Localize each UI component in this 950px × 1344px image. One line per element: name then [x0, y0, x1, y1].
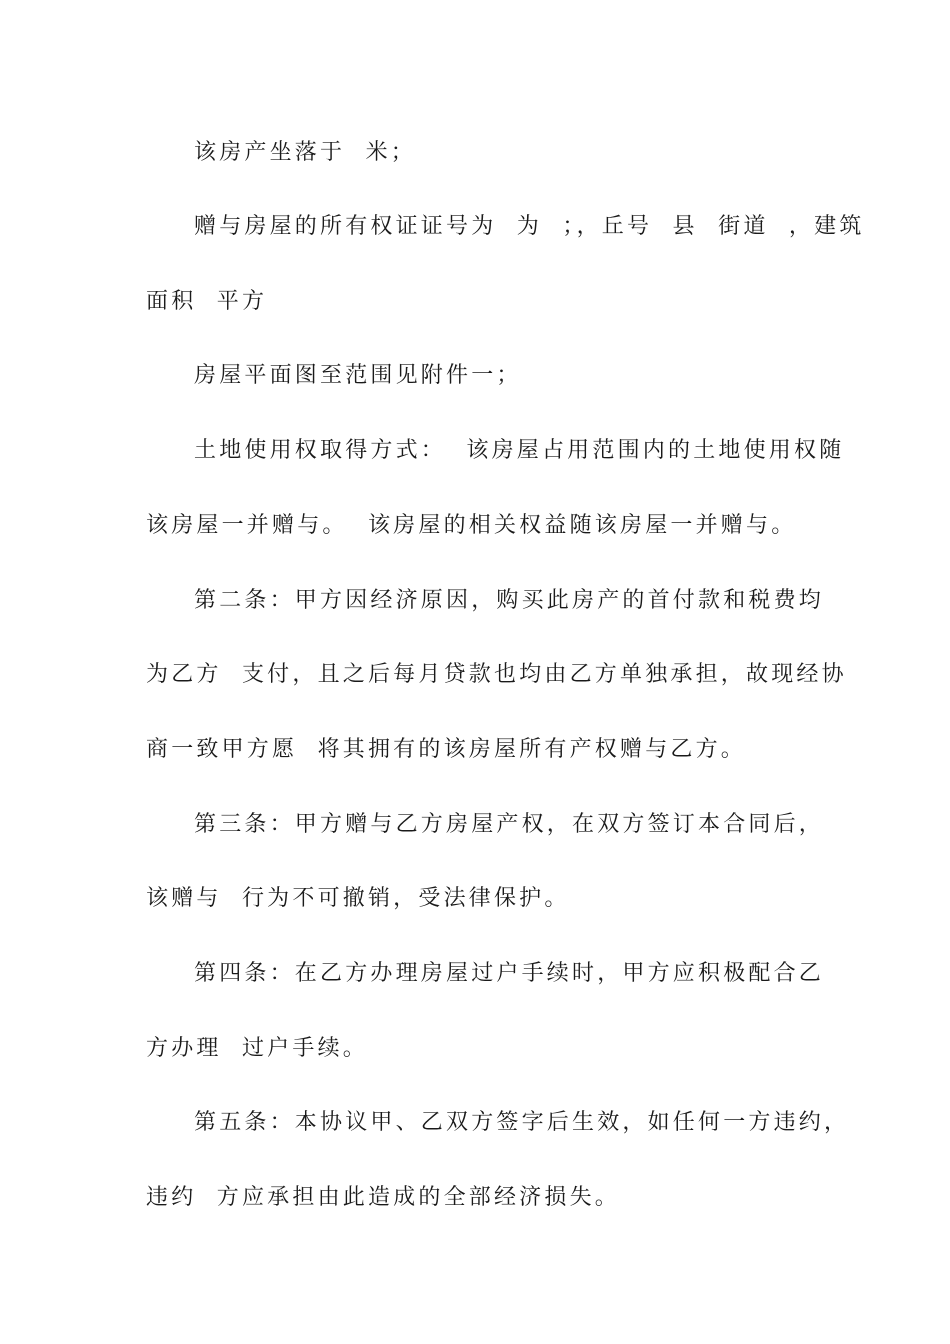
paragraph-land-use-cont: 该房屋一并赠与。 该房屋的相关权益随该房屋一并赠与。	[146, 513, 797, 538]
paragraph-land-use: 土地使用权取得方式： 该房屋占用范围内的土地使用权随	[194, 438, 845, 463]
clause-four: 第四条：在乙方办理房屋过户手续时，甲方应积极配合乙	[194, 961, 825, 986]
paragraph-certificate: 赠与房屋的所有权证证号为 为 ；，丘号 县 街道 ，建筑	[194, 214, 865, 239]
clause-two-cont-1: 为乙方 支付，且之后每月贷款也均由乙方单独承担，故现经协	[146, 662, 847, 687]
clause-five-cont: 违约 方应承担由此造成的全部经济损失。	[146, 1185, 620, 1210]
clause-four-cont: 方办理 过户手续。	[146, 1036, 368, 1061]
clause-two: 第二条：甲方因经济原因，购买此房产的首付款和税费均	[194, 588, 825, 613]
clause-two-cont-2: 商一致甲方愿 将其拥有的该房屋所有产权赠与乙方。	[146, 737, 746, 762]
paragraph-floor-plan: 房屋平面图至范围见附件一；	[194, 363, 522, 388]
clause-three: 第三条：甲方赠与乙方房屋产权，在双方签订本合同后，	[194, 812, 825, 837]
paragraph-certificate-cont: 面积 平方	[146, 289, 268, 314]
paragraph-location: 该房产坐落于 米；	[194, 140, 416, 165]
clause-three-cont: 该赠与 行为不可撤销，受法律保护。	[146, 886, 570, 911]
clause-five: 第五条：本协议甲、乙双方签字后生效，如任何一方违约，	[194, 1110, 850, 1135]
